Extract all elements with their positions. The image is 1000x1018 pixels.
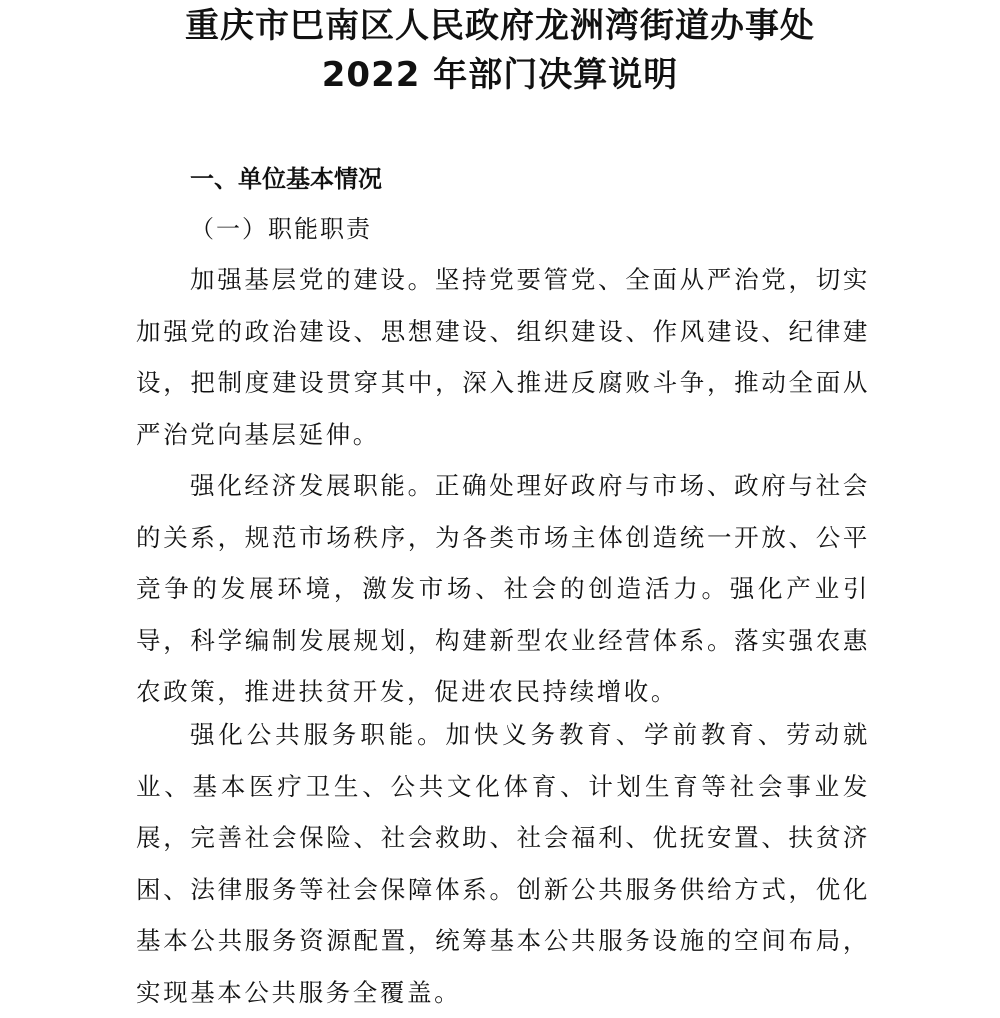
document-title-line1: 重庆市巴南区人民政府龙洲湾街道办事处 [185,6,815,46]
section-heading-unit-basic-info: 一、单位基本情况 [190,165,382,193]
paragraph-party-building: 加强基层党的建设。坚持党要管党、全面从严治党，切实加强党的政治建设、思想建设、组织建设、作风建设、纪律建设，把制度建设贯穿其中，深入推进反腐败斗争，推动全面从严治党向基层延伸。 [136,265,870,449]
document-title-line2: 2022 年部门决算说明 [321,55,679,95]
paragraph-economic-development: 强化经济发展职能。正确处理好政府与市场、政府与社会的关系，规范市场秩序，为各类市场主体创造统一开放、公平竞争的发展环境，激发市场、社会的创造活力。强化产业引导，科学编制发展规划，构建新型农业经营体系。落实强农惠农政策，推进扶贫开发，促进农民持续增收。 [136,471,870,706]
subsection-heading-functions: （一）职能职责 [190,215,372,243]
paragraph-public-services: 强化公共服务职能。加快义务教育、学前教育、劳动就业、基本医疗卫生、公共文化体育、计划生育等社会事业发展，完善社会保险、社会救助、社会福利、优抚安置、扶贫济困、法律服务等社会保障体系。创新公共服务供给方式，优化基本公共服务资源配置，统筹基本公共服务设施的空间布局，实现基本公共服务全覆盖。 [136,720,870,1007]
